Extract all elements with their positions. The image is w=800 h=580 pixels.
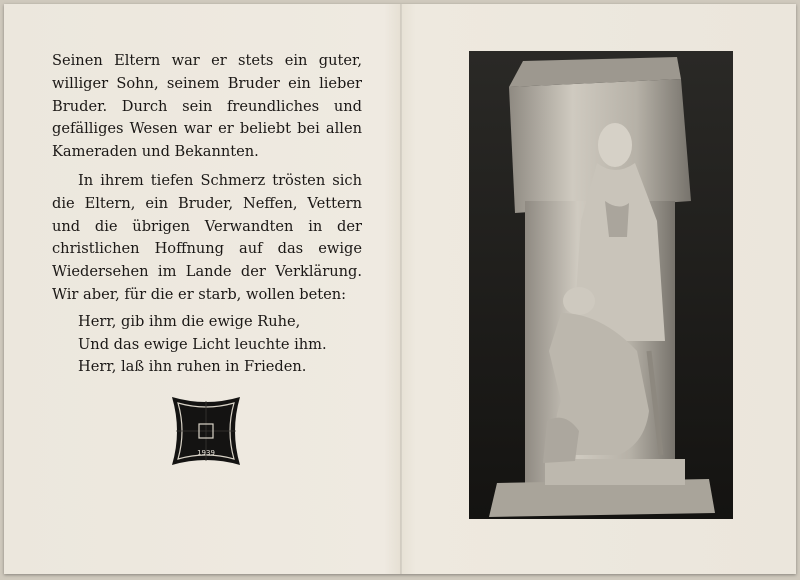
paragraph-1: Seinen Eltern war er stets ein guter, williger Sohn, seinem Bruder ein lieber Bruder. Durch sein freundliches und gefälliges Wesen war er beliebt bei allen Kameraden und Bekannten. xyxy=(52,52,362,161)
prayer-block xyxy=(78,311,362,379)
prayer-line: Und das ewige Licht leuchte ihm. xyxy=(78,335,327,353)
cross-year: 1939 xyxy=(197,449,215,457)
memorial-photo xyxy=(469,51,733,519)
iron-cross-icon xyxy=(168,393,244,469)
center-fold xyxy=(400,4,402,574)
paragraph-2: In ihrem tiefen Schmerz trösten sich die Eltern, ein Bruder, Neffen, Vettern und die übrigen Verwandten in der christlichen Hoffnung auf das ewige Wiedersehen im Lande der Verklärung. Wir aber, für die er starb, wollen beten: xyxy=(52,171,362,303)
prayer-line: Herr, gib ihm die ewige Ruhe, xyxy=(78,312,301,330)
prayer-line: Herr, laß ihn ruhen in Frieden. xyxy=(78,358,307,376)
left-page-text xyxy=(52,50,362,379)
